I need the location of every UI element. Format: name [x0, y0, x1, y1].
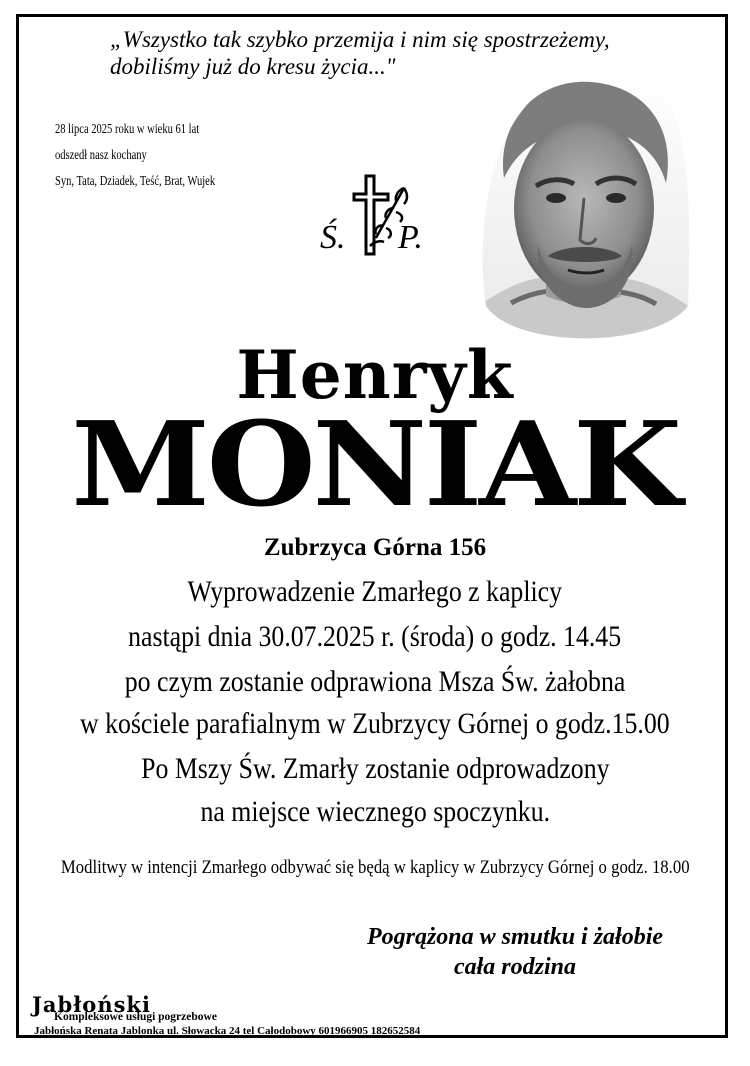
- ceremony-line-text: na miejsce wiecznego spoczynku.: [200, 795, 550, 828]
- prayer-notice: [0, 856, 750, 880]
- ceremony-line: [0, 575, 750, 609]
- family-signature: [330, 922, 700, 982]
- death-date-line: 28 lipca 2025 roku w wieku 61 lat: [55, 121, 200, 136]
- ceremony-line: [0, 707, 750, 741]
- departed-line: odszedł nasz kochany: [55, 147, 147, 162]
- ceremony-line-text: Po Mszy Św. Zmarły zostanie odprowadzony: [140, 752, 610, 785]
- quote-line-2: dobiliśmy już do kresu życia...": [110, 54, 396, 79]
- quote-line-1: „Wszystko tak szybko przemija i nim się spostrzeżemy,: [110, 27, 610, 52]
- ceremony-line: [0, 665, 750, 699]
- ceremony-line: [0, 620, 750, 654]
- sp-right-text: P.: [398, 219, 423, 256]
- death-info: [55, 116, 215, 194]
- deceased-surname: MONIAK: [71, 397, 679, 533]
- funeral-home-logo: Jabłoński: [32, 992, 151, 1017]
- ceremony-line-text: w kościele parafialnym w Zubrzycy Górnej o godz.15.00: [80, 707, 670, 740]
- family-line-1: Pogrążona w smutku i żałobie: [366, 924, 664, 950]
- ceremony-line-text: nastąpi dnia 30.07.2025 r. (środa) o godz. 14.45: [128, 620, 622, 653]
- ceremony-line-text: po czym zostanie odprawiona Msza Św. żałobna: [124, 665, 626, 698]
- family-line-2: cała rodzina: [453, 954, 576, 980]
- funeral-home-contact: Jabłońska Renata Jablonka ul. Słowacka 24 tel Całodobowy 601966905 182652584: [34, 1025, 421, 1037]
- deceased-first-name: Henryk: [236, 336, 514, 414]
- funeral-home-tagline: Kompleksowe usługi pogrzebowe: [54, 1011, 217, 1023]
- ceremony-line: [0, 752, 750, 786]
- cross-emblem-icon: [318, 168, 428, 260]
- family-roles-line: Syn, Tata, Dziadek, Teść, Brat, Wujek: [55, 173, 216, 188]
- sp-left-text: Ś.: [320, 219, 346, 256]
- ceremony-line-text: Wyprowadzenie Zmarłego z kaplicy: [187, 575, 563, 608]
- deceased-address: Zubrzyca Górna 156: [263, 534, 487, 561]
- ceremony-line: [0, 795, 750, 829]
- prayer-text: Modlitwy w intencji Zmarłego odbywać się będą w kaplicy w Zubrzycy Górnej o godz. 18.00: [60, 857, 690, 878]
- deceased-portrait: [476, 68, 691, 355]
